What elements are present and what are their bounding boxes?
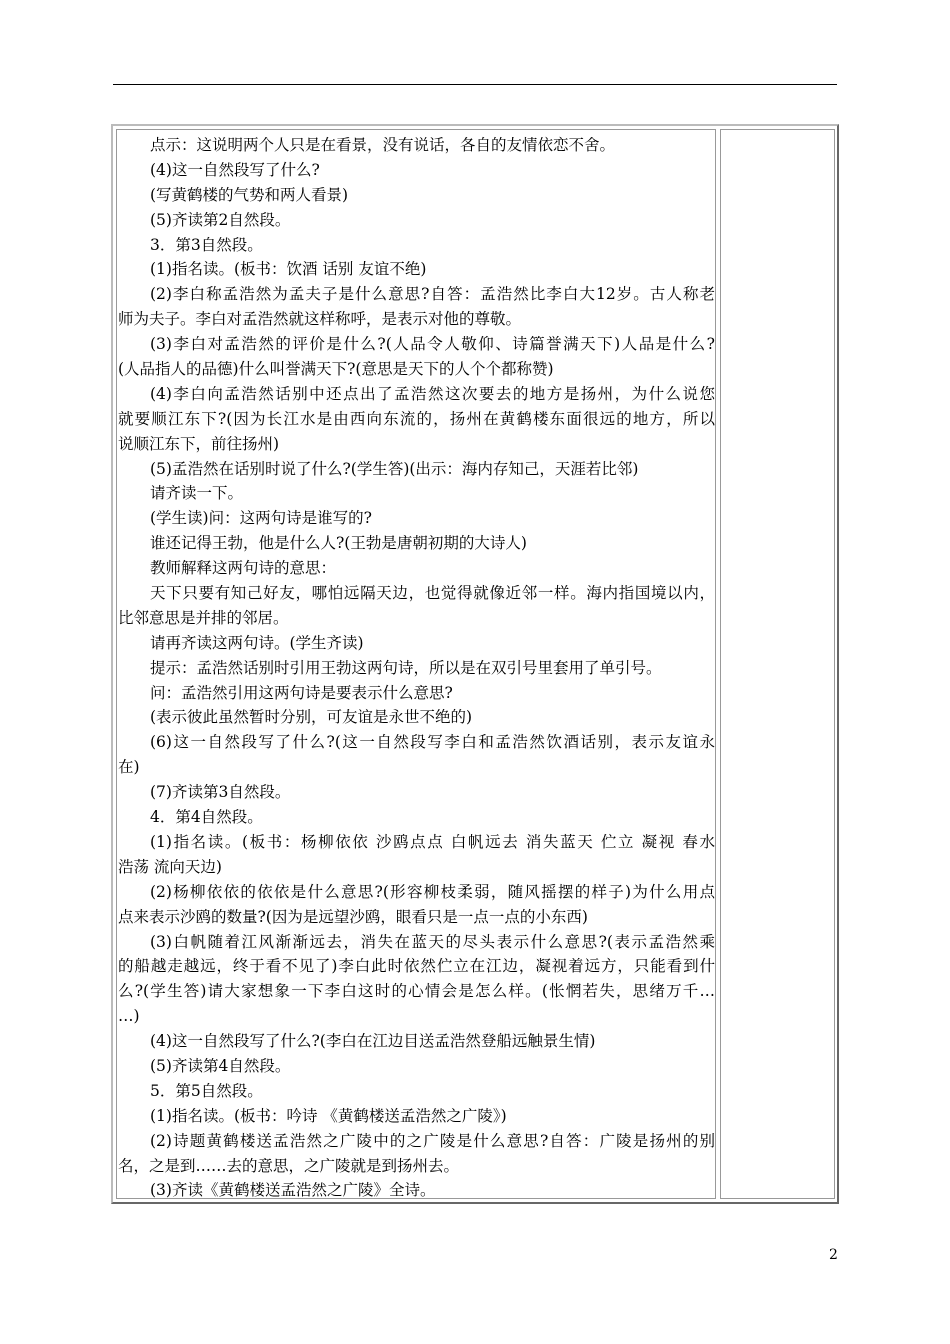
text-line: (5)孟浩然在话别时说了什么?(学生答)(出示：海内存知己，天涯若比邻) (150, 459, 639, 478)
text-line: 名，之是到……去的意思，之广陵就是到扬州去。 (118, 1156, 460, 1175)
text-line: (学生读)问：这两句诗是谁写的? (150, 509, 372, 528)
lesson-content-cell (116, 129, 716, 1199)
text-line: 提示：孟浩然话别时引用王勃这两句诗，所以是在双引号里套用了单引号。 (150, 658, 662, 677)
text-line: 天下只要有知己好友，哪怕远隔天边，也觉得就像近邻一样。海内指国境以内， (150, 584, 715, 603)
text-line: 说顺江东下，前往扬州) (118, 434, 280, 453)
text-line: 问：孟浩然引用这两句诗是要表示什么意思? (150, 683, 453, 702)
text-line: 师为夫子。李白对孟浩然就这样称呼，是表示对他的尊敬。 (118, 310, 522, 329)
header-rule (113, 84, 837, 85)
text-line: (2)杨柳依依的依依是什么意思?(形容柳枝柔弱，随风摇摆的样子)为什么用点 (150, 882, 715, 901)
text-line: (表示彼此虽然暂时分别，可友谊是永世不绝的) (150, 708, 473, 727)
notes-cell (720, 129, 835, 1199)
text-line: 就要顺江东下?(因为长江水是由西向东流的，扬州在黄鹤楼东面很远的地方，所以 (118, 409, 715, 428)
text-line: 4．第4自然段。 (150, 808, 263, 827)
text-line: 教师解释这两句诗的意思： (150, 559, 337, 578)
text-line: (3)齐读《黄鹤楼送孟浩然之广陵》全诗。 (150, 1181, 436, 1200)
text-line: 在) (118, 758, 140, 777)
text-line: (2)诗题黄鹤楼送孟浩然之广陵中的之广陵是什么意思?自答：广陵是扬州的别 (150, 1131, 715, 1150)
text-line: (3)李白对孟浩然的评价是什么?(人品令人敬仰、诗篇誉满天下)人品是什么? (150, 335, 715, 354)
text-line: (4)这一自然段写了什么?(李白在江边目送孟浩然登船远触景生情) (150, 1032, 596, 1051)
text-line: 请再齐读这两句诗。(学生齐读) (150, 633, 364, 652)
text-line: (1)指名读。(板书：吟诗 《黄鹤楼送孟浩然之广陵》) (150, 1106, 507, 1125)
page-number: 2 (829, 1247, 838, 1263)
text-line: 谁还记得王勃，他是什么人?(王勃是唐朝初期的大诗人) (150, 534, 527, 553)
text-line: …) (118, 1007, 140, 1026)
text-line: 点来表示沙鸥的数量?(因为是远望沙鸥，眼看只是一点一点的小东西) (118, 907, 588, 926)
text-line: 的船越走越远，终于看不见了)李白此时依然伫立在江边，凝视着远方，只能看到什 (118, 957, 715, 976)
text-line: (6)这一自然段写了什么?(这一自然段写李白和孟浩然饮酒话别，表示友谊永 (150, 733, 715, 752)
text-line: 么?(学生答)请大家想象一下李白这时的心情会是怎么样。(怅惘若失，思绪万千… (118, 982, 715, 1001)
lesson-table (111, 124, 839, 1204)
text-line: (4)李白向孟浩然话别中还点出了孟浩然这次要去的地方是扬州，为什么说您 (150, 384, 715, 403)
text-line: (4)这一自然段写了什么? (150, 160, 320, 179)
text-line: 比邻意思是并排的邻居。 (118, 608, 289, 627)
text-line: 请齐读一下。 (150, 484, 244, 503)
text-line: (2)李白称孟浩然为孟夫子是什么意思?自答：孟浩然比李白大12岁。古人称老 (150, 285, 715, 304)
text-line: (5)齐读第2自然段。 (150, 210, 291, 229)
text-line: (写黄鹤楼的气势和两人看景) (150, 185, 349, 204)
lesson-text (118, 133, 715, 1203)
text-line: 浩荡 流向天边) (118, 857, 222, 876)
text-line: 点示：这说明两个人只是在看景，没有说话，各自的友情依恋不舍。 (150, 136, 616, 154)
text-line: (7)齐读第3自然段。 (150, 783, 291, 802)
text-line: (1)指名读。(板书：饮酒 话别 友谊不绝) (150, 260, 427, 279)
text-line: (3)白帆随着江风渐渐远去，消失在蓝天的尽头表示什么意思?(表示孟浩然乘 (150, 932, 715, 951)
text-line: (人品指人的品德)什么叫誉满天下?(意思是天下的人个个都称赞) (118, 360, 554, 379)
text-line: (5)齐读第4自然段。 (150, 1056, 291, 1075)
text-line: 5．第5自然段。 (150, 1081, 263, 1100)
text-line: (1)指名读。(板书：杨柳依依 沙鸥点点 白帆远去 消失蓝天 伫立 凝视 春水 (150, 832, 715, 851)
text-line: 3．第3自然段。 (150, 235, 263, 254)
